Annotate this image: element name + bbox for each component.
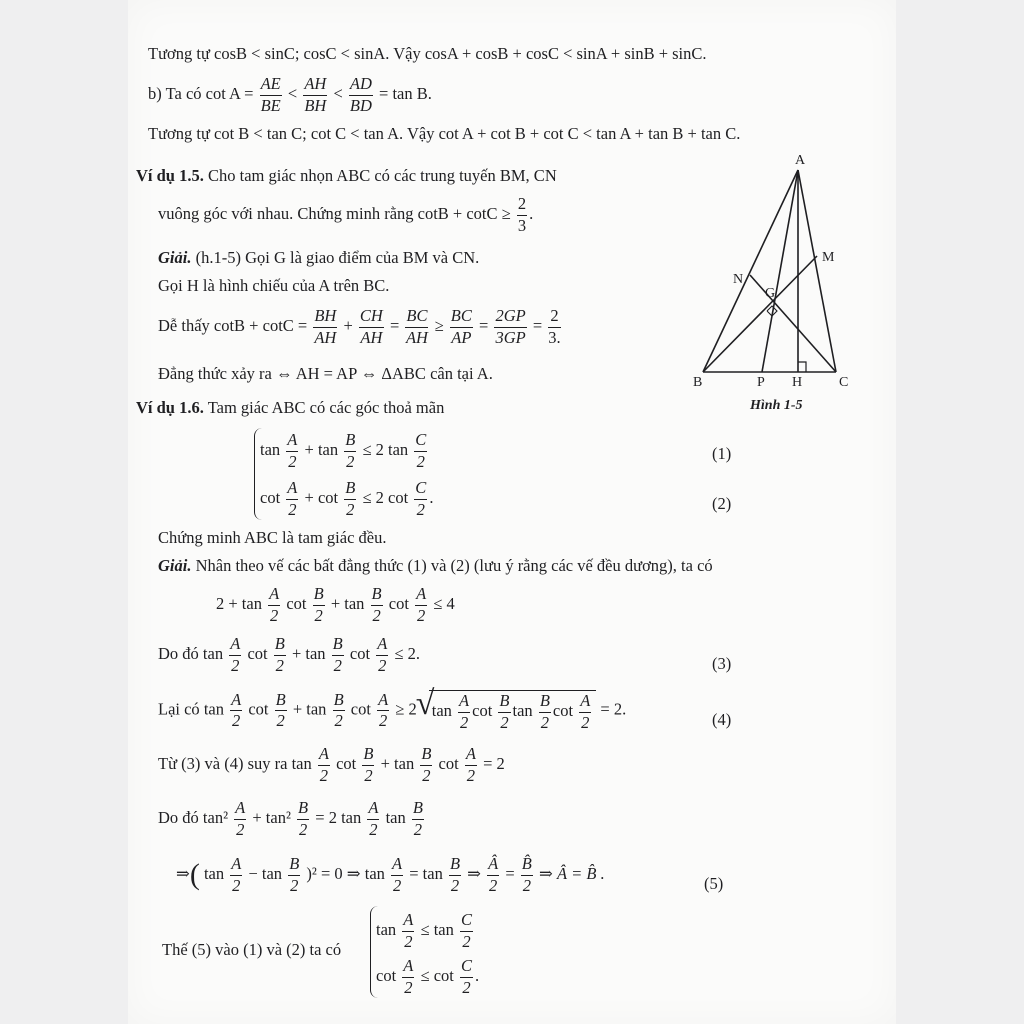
equation-number-3: (3) <box>712 654 732 673</box>
example-1-5-solution-1: Giải. (h.1-5) Gọi G là giao điểm của BM và CN. <box>158 248 480 267</box>
label-h: H <box>792 375 803 390</box>
example-1-6-solution-1: Giải. Nhân theo vế các bất đẳng thức (1) và (2) (lưu ý rằng các vế đều dương), ta có <box>158 556 713 575</box>
median-cn <box>750 275 836 372</box>
equality-from-3-4: Từ (3) và (4) suy ra tan $\frac{A}{2}$ cot $\frac{B}{2}$ + tan $\frac{B}{2}$ cot $\frac{A}{2}$ = 2 <box>158 744 505 785</box>
figure-caption: Hình 1-5 <box>750 398 803 413</box>
substitute-line: Thế (5) vào (1) và (2) ta có <box>162 940 342 959</box>
sqrt-expression: √ tan $\frac{A}{2}$ cot $\frac{B}{2}$ tan $\frac{B}{2}$ cot $\frac{A}{2}$ <box>429 690 597 731</box>
example-1-5-statement: vuông góc với nhau. Chứng minh rằng cotB + cotC ≥ $\frac{2}{3}$ . <box>158 194 534 235</box>
example-1-6-prove: Chứng minh ABC là tam giác đều. <box>158 528 387 547</box>
product-inequality: 2 + tan $\frac{A}{2}$ cot $\frac{B}{2}$ + tan $\frac{B}{2}$ cot $\frac{A}{2}$ ≤ 4 <box>216 584 455 625</box>
inequality-3: Do đó tan $\frac{A}{2}$ cot $\frac{B}{2}$ + tan $\frac{B}{2}$ cot $\frac{A}{2}$ ≤ 2. <box>158 634 420 675</box>
book-page <box>128 0 896 1024</box>
conclusion-a-equals-b: ⇒( tan $\frac{A}{2}$ − tan $\frac{B}{2}$ )² = 0 ⇒ tan $\frac{A}{2}$ = tan $\frac{B}{2}$ ⇒ $\frac{Â}{2}$ = $\frac{B̂}{2}$ ⇒ Â = B̂ . <box>176 854 605 895</box>
equation-number-1: (1) <box>712 444 732 463</box>
system-inequality-2: cot $\frac{A}{2}$ + cot $\frac{B}{2}$ ≤ 2 cot $\frac{C}{2}$ . <box>260 478 434 519</box>
example-1-5-heading: Ví dụ 1.5. Cho tam giác nhọn ABC có các trung tuyến BM, CN <box>136 166 557 185</box>
label-c: C <box>839 375 849 390</box>
side-ab <box>703 170 798 372</box>
example-1-6-heading: Ví dụ 1.6. Tam giác ABC có các góc thoả mãn <box>136 398 445 417</box>
median-ap <box>762 170 798 372</box>
side-ac <box>798 170 836 372</box>
label-n: N <box>733 272 744 287</box>
text-line-3: Tương tự cot B < tan C; cot C < tan A. Vậy cot A + cot B + cot C < tan A + tan B + tan C. <box>148 124 741 143</box>
system-inequality-1: tan $\frac{A}{2}$ + tan $\frac{B}{2}$ ≤ 2 tan $\frac{C}{2}$ <box>260 430 427 471</box>
example-1-5-solution-4: Đẳng thức xảy ra ⇔ AH = AP ⇔ ΔABC cân tại A. <box>158 364 493 383</box>
example-1-5-solution-2: Gọi H là hình chiếu của A trên BC. <box>158 276 390 295</box>
figure-1-5 <box>693 150 858 395</box>
label-b: B <box>693 375 703 390</box>
square-equation: Do đó tan² $\frac{A}{2}$ + tan² $\frac{B}{2}$ = 2 tan $\frac{A}{2}$ tan $\frac{B}{2}$ <box>158 798 423 839</box>
text-line-2: b) Ta có cot A = $\frac{AE}{BE}$ < $\frac{AH}{BH}$ < $\frac{AD}{BD}$ = tan B. <box>148 74 432 115</box>
example-1-5-solution-3: Dễ thấy cotB + cotC = $\frac{BH}{AH}$ + $\frac{CH}{AH}$ = $\frac{BC}{AH}$ ≥ $\frac{BC}{AP}$ = $\frac{2GP}{3GP}$ = $\frac{2}{3.}$ <box>158 306 561 347</box>
text-line-1: Tương tự cosB < sinC; cosC < sinA. Vậy cosA + cosB + cosC < sinA + sinB + sinC. <box>148 44 707 63</box>
equation-number-2: (2) <box>712 494 732 513</box>
label-m: M <box>822 250 835 265</box>
median-bm <box>703 256 817 372</box>
final-system-1: tan $\frac{A}{2}$ ≤ tan $\frac{C}{2}$ <box>376 910 472 951</box>
label-g: G <box>765 286 776 301</box>
right-angle-h <box>798 362 806 372</box>
equation-number-5: (5) <box>704 874 724 893</box>
label-a: A <box>795 153 806 168</box>
label-p: P <box>757 375 765 390</box>
inequality-4: Lại có tan $\frac{A}{2}$ cot $\frac{B}{2}$ + tan $\frac{B}{2}$ cot $\frac{A}{2}$ ≥ 2√ tan $\frac{A}{2}$ cot $\frac{B}{2}$ tan $\frac{B}{2}$ cot $\frac{A}{2}$ = 2. <box>158 690 626 731</box>
equation-number-4: (4) <box>712 710 732 729</box>
final-system-2: cot $\frac{A}{2}$ ≤ cot $\frac{C}{2}$ . <box>376 956 480 997</box>
